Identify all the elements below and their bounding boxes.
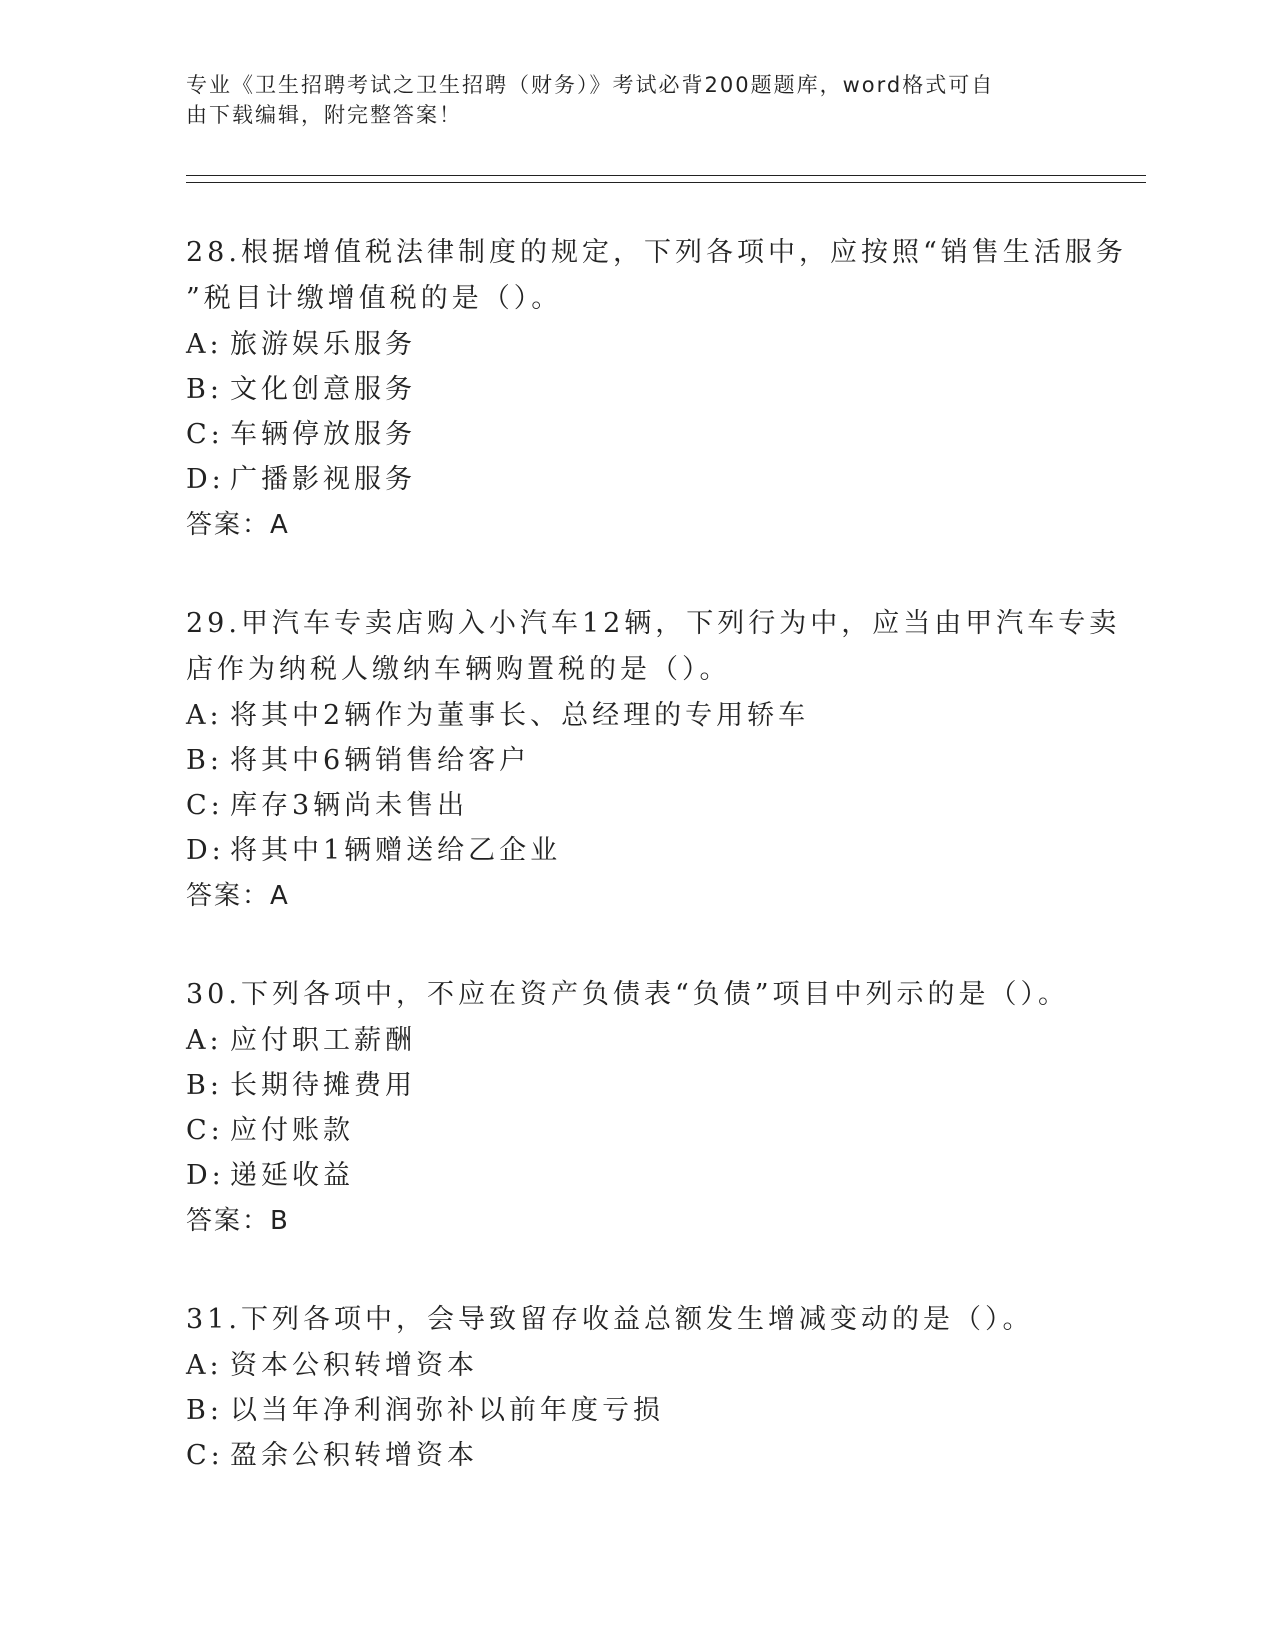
option-c: [186, 1433, 1106, 1478]
header-line-2: 由下载编辑，附完整答案！: [186, 103, 462, 127]
option-d: [186, 1153, 1106, 1198]
question-list: [186, 230, 1127, 1531]
answer-line: 答案：B: [186, 1206, 290, 1236]
question-text-line: ”税目计缴增值税的是（）。: [186, 283, 563, 314]
option-letter: B:: [186, 1395, 223, 1426]
question-31: [186, 1297, 1106, 1478]
option-a: [186, 1343, 1106, 1388]
option-d: [186, 828, 1106, 873]
option-text: 车辆停放服务: [230, 419, 416, 450]
option-text: 旅游娱乐服务: [230, 329, 416, 360]
option-d: [186, 457, 1106, 502]
answer-line: 答案：A: [186, 510, 290, 540]
option-letter: B:: [186, 745, 223, 776]
option-text: 库存3辆尚未售出: [230, 790, 469, 821]
option-letter: D:: [186, 835, 225, 866]
option-letter: C:: [186, 1115, 224, 1146]
option-text: 应付职工薪酬: [230, 1025, 416, 1056]
option-letter: A:: [186, 1350, 223, 1381]
option-b: [186, 738, 1106, 783]
option-letter: C:: [186, 790, 224, 821]
option-a: [186, 322, 1106, 367]
header-divider-top: [186, 175, 1146, 176]
option-text: 盈余公积转增资本: [230, 1440, 478, 1471]
option-letter: C:: [186, 1440, 224, 1471]
option-c: [186, 783, 1106, 828]
option-text: 长期待摊费用: [230, 1070, 416, 1101]
question-28: [186, 230, 1127, 548]
option-letter: C:: [186, 419, 224, 450]
question-text-line: 31.下列各项中，会导致留存收益总额发生增减变动的是（）。: [186, 1304, 1034, 1335]
option-letter: A:: [186, 1025, 223, 1056]
option-b: [186, 367, 1106, 412]
option-text: 应付账款: [230, 1115, 354, 1146]
option-letter: D:: [186, 464, 225, 495]
document-header: [186, 70, 1086, 130]
question-text-line: 30.下列各项中，不应在资产负债表“负债”项目中列示的是（）。: [186, 979, 1070, 1010]
option-text: 将其中2辆作为董事长、总经理的专用轿车: [230, 700, 810, 731]
question-30: [186, 972, 1106, 1244]
option-a: [186, 1018, 1106, 1063]
option-letter: D:: [186, 1160, 225, 1191]
option-b: [186, 1388, 1106, 1433]
option-c: [186, 1108, 1106, 1153]
option-letter: A:: [186, 700, 223, 731]
question-text-line: 店作为纳税人缴纳车辆购置税的是（）。: [186, 654, 731, 685]
option-c: [186, 412, 1106, 457]
option-text: 资本公积转增资本: [230, 1350, 478, 1381]
option-text: 递延收益: [230, 1160, 354, 1191]
question-29: [186, 601, 1121, 919]
header-line-1: 专业《卫生招聘考试之卫生招聘（财务）》考试必背200题题库，word格式可自: [186, 73, 995, 97]
question-text-line: 28.根据增值税法律制度的规定，下列各项中，应按照“销售生活服务: [186, 237, 1127, 268]
option-a: [186, 693, 1106, 738]
option-letter: B:: [186, 374, 223, 405]
question-text-line: 29.甲汽车专卖店购入小汽车12辆，下列行为中，应当由甲汽车专卖: [186, 608, 1121, 639]
option-text: 将其中1辆赠送给乙企业: [230, 835, 562, 866]
answer-line: 答案：A: [186, 881, 290, 911]
option-letter: A:: [186, 329, 223, 360]
option-text: 将其中6辆销售给客户: [230, 745, 531, 776]
header-divider-bottom: [186, 182, 1146, 183]
option-text: 以当年净利润弥补以前年度亏损: [230, 1395, 664, 1426]
option-text: 文化创意服务: [230, 374, 416, 405]
option-b: [186, 1063, 1106, 1108]
option-text: 广播影视服务: [230, 464, 416, 495]
option-letter: B:: [186, 1070, 223, 1101]
